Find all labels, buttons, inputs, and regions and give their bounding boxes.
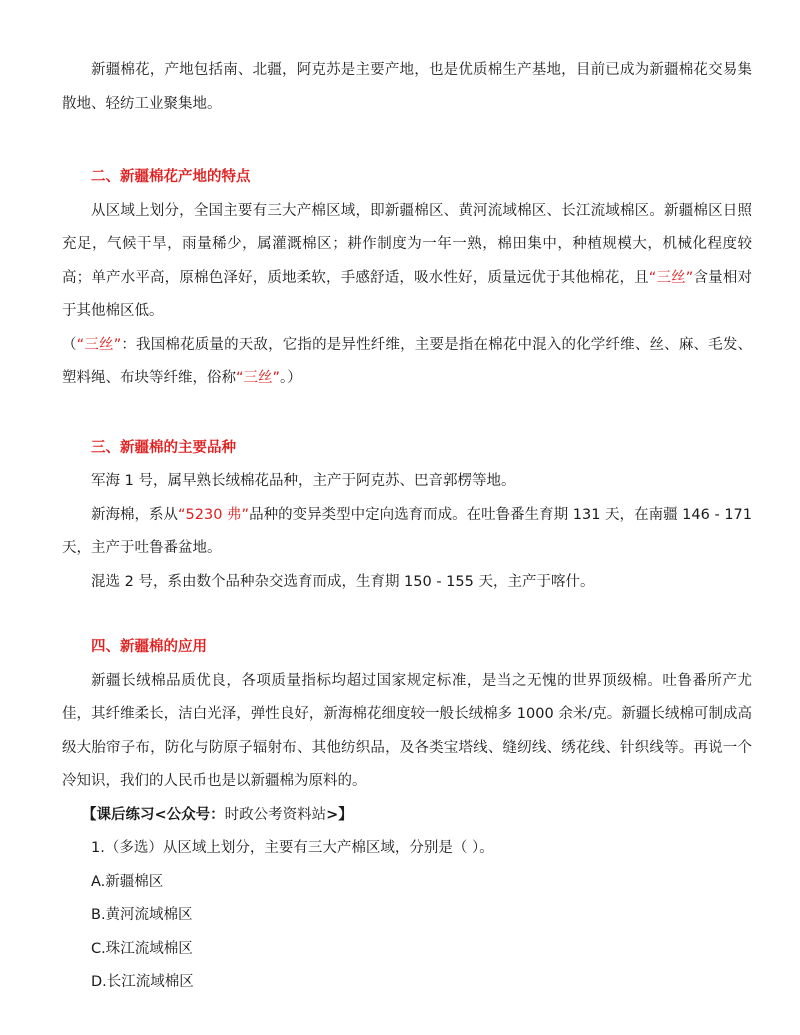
variety-hunxuan: 混选 2 号，系由数个品种杂交选育而成，生育期 150 - 155 天，主产于喀什。 bbox=[91, 573, 595, 590]
practice-title bbox=[62, 799, 752, 833]
variety-xinhai bbox=[62, 499, 752, 566]
option-d: D.长江流域棉区 bbox=[91, 974, 194, 990]
note-open-paren: （ bbox=[62, 336, 77, 353]
san-si-highlight: “三丝” bbox=[648, 269, 694, 286]
option-b: B.黄河流域棉区 bbox=[91, 907, 193, 923]
san-si-note bbox=[62, 329, 752, 396]
section-2-text-b: 含量相对于其他棉区低。 bbox=[62, 269, 753, 319]
section-4-heading: 四、新疆棉的应用 bbox=[91, 639, 207, 655]
document-page bbox=[62, 54, 752, 1000]
practice-title-c: >】 bbox=[326, 806, 353, 823]
section-2-heading: 二、新疆棉花产地的特点 bbox=[91, 169, 251, 185]
practice-question: 1.（多选）从区域上划分，主要有三大产棉区域，分别是（ ）。 bbox=[91, 840, 494, 856]
option-c: C.珠江流域棉区 bbox=[91, 940, 193, 957]
section-3-heading: 三、新疆棉的主要品种 bbox=[91, 439, 236, 456]
variety-xinhai-text-b: 品种的变异类型中定向选育而成。在吐鲁番生育期 131 天，在南疆 146 - 171 天，主产于吐鲁番盆地。 bbox=[62, 506, 752, 556]
variety-junhai: 军海 1 号，属早熟长绒棉花品种，主产于阿克苏、巴音郭楞等地。 bbox=[91, 473, 516, 489]
variety-5230-highlight: “5230 弗” bbox=[178, 506, 250, 523]
practice-title-a: 【课后练习<公众号： bbox=[82, 806, 225, 823]
option-a: A.新疆棉区 bbox=[91, 873, 164, 890]
note-text: ：我国棉花质量的天敌，它指的是异性纤维，主要是指在棉花中混入的化学纤维、丝、麻、毛发、塑料绳、布块等纤维，俗称 bbox=[62, 336, 753, 386]
section-2-paragraph bbox=[62, 195, 752, 329]
intro-paragraph: 新疆棉花，产地包括南、北疆，阿克苏是主要产地，也是优质棉生产基地，目前已成为新疆棉花交易集散地、轻纺工业聚集地。 bbox=[62, 62, 752, 112]
practice-title-source: 时政公考资料站 bbox=[224, 806, 327, 823]
section-2-text-a: 从区域上划分，全国主要有三大产棉区域，即新疆棉区、黄河流域棉区、长江流域棉区。新疆棉区日照充足，气候干旱，雨量稀少，属灌溉棉区；耕作制度为一年一熟，棉田集中，种植规模大，机械化程度较高；单产水平高，原棉色泽好，质地柔软，手感舒适，吸水性好，质量远优于其他棉花，且 bbox=[62, 202, 752, 286]
section-4-paragraph: 新疆长绒棉品质优良，各项质量指标均超过国家规定标准，是当之无愧的世界顶级棉。吐鲁番所产尤佳，其纤维柔长，洁白光泽，弹性良好，新海棉花细度较一般长绒棉多 1000 余米/克。新疆长绒棉可制成高级大胎帘子布，防化与防原子辐射布、其他纺织品，及各类宝塔线、缝纫线、绣花线、针织线等。再说一个冷知识，我们的人民币也是以新疆棉为原料的。 bbox=[62, 672, 752, 789]
san-si-highlight: “三丝” bbox=[236, 370, 281, 386]
note-close-paren: 。） bbox=[280, 370, 302, 386]
variety-xinhai-text-a: 新海棉，系从 bbox=[91, 506, 179, 523]
san-si-highlight: “三丝” bbox=[76, 336, 122, 353]
